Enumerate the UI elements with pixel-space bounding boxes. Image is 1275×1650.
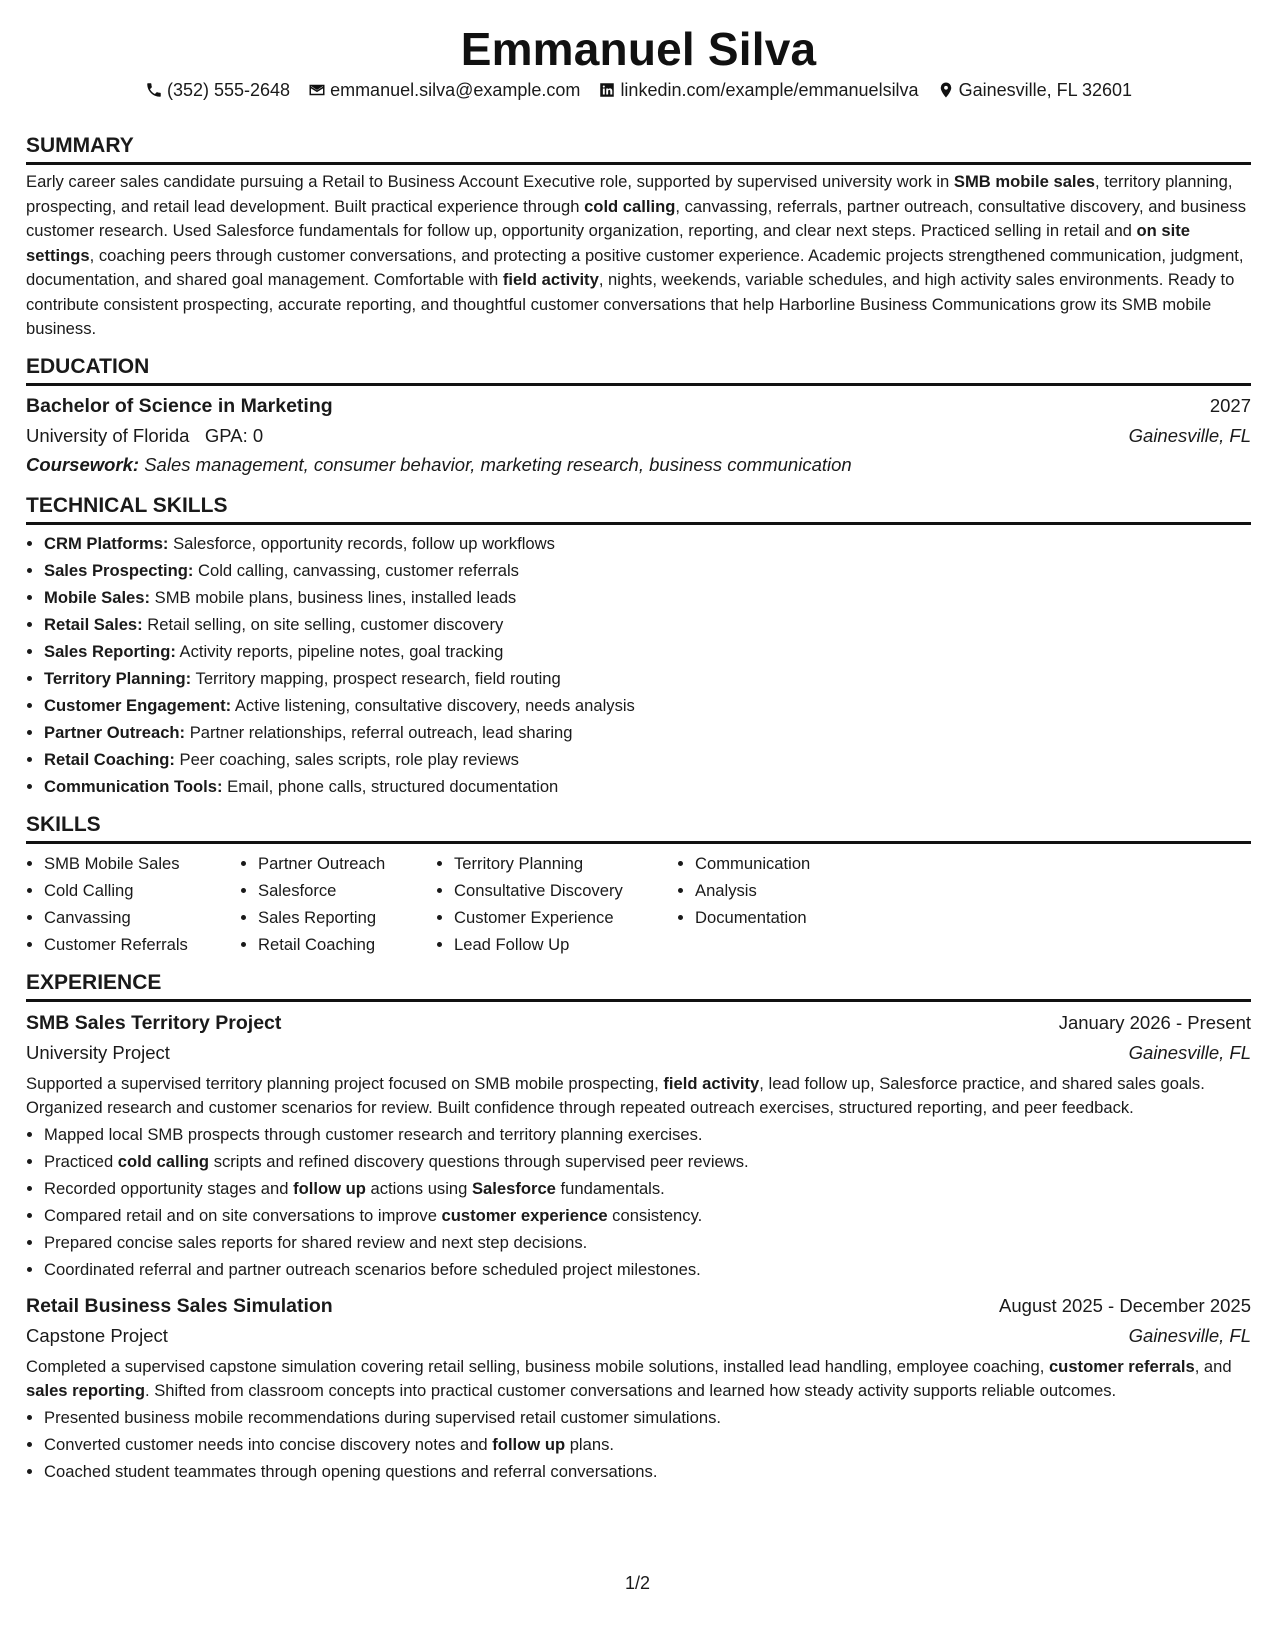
skills-column [436,850,677,958]
email-text: emmanuel.silva@example.com [330,80,581,100]
skill-values: Partner relationships, referral outreach, lead sharing [185,722,573,742]
experience-bullet [44,1148,1251,1175]
skill-values: Activity reports, pipeline notes, goal tracking [175,641,504,661]
bold-text: sales reporting [26,1381,145,1400]
skill-values: Territory mapping, prospect research, field routing [191,668,561,688]
skill-category: Sales Prospecting: [44,560,194,580]
skill-item: • Retail Coaching [258,931,436,958]
skill-item: • Documentation [695,904,855,931]
skills-column [677,850,855,958]
contact-phone[interactable] [145,78,290,102]
skill-item: • Lead Follow Up [454,931,677,958]
skill-values: SMB mobile plans, business lines, installed leads [150,587,517,607]
text-run: Presented business mobile recommendations during supervised retail customer simulations. [44,1407,721,1427]
experience-bullets [26,1404,1251,1485]
contact-email[interactable] [308,78,580,102]
bold-text: cold calling [117,1151,210,1171]
text-run: fundamentals. [555,1178,665,1198]
skill-category: CRM Platforms: [44,533,169,553]
skill-item: • Consultative Discovery [454,877,677,904]
experience-bullet [44,1256,1251,1283]
technical-skills-list [26,530,1251,800]
experience-heading: EXPERIENCE [26,970,1251,1002]
bold-text: customer experience [441,1205,608,1225]
linkedin-text: linkedin.com/example/emmanuelsilva [620,80,919,100]
education-heading: EDUCATION [26,354,1251,386]
experience-bullet [44,1229,1251,1256]
skill-item: • Communication [695,850,855,877]
phone-icon [145,81,163,99]
coursework-text: Sales management, consumer behavior, marketing research, business communication [144,453,852,475]
bold-text: Salesforce [471,1178,556,1198]
skill-item: • Canvassing [44,904,240,931]
text-run: , coaching peers through customer conversations, and protecting a positive customer experience. Academic projects strengthened communication, judgment, documentation, and shared goal management. Comfortable with [26,245,1244,289]
location-text: Gainesville, FL 32601 [958,80,1133,100]
skill-item: • Sales Reporting [258,904,436,931]
text-run: , and [1194,1356,1232,1376]
linkedin-icon [598,81,616,99]
bold-text: customer referrals [1048,1356,1195,1376]
skill-item: • Cold Calling [44,877,240,904]
skill-item: • Customer Referrals [44,931,240,958]
experience-description [26,1355,1251,1404]
text-run: Prepared concise sales reports for shared review and next step decisions. [44,1232,588,1252]
coursework-line [26,450,1251,480]
skill-values: Active listening, consultative discovery, needs analysis [231,695,635,715]
experience-entry [26,1008,1251,1283]
school-line [26,421,263,450]
technical-skill-item [44,665,1251,692]
contact-linkedin[interactable] [598,78,918,102]
experience-location: Gainesville, FL [1128,1324,1251,1346]
experience-bullet [44,1202,1251,1229]
skills-columns [26,850,1251,958]
text-run: Compared retail and on site conversations to improve [44,1205,442,1225]
experience-dates: August 2025 - December 2025 [999,1294,1251,1316]
text-run: Mapped local SMB prospects through customer research and territory planning exercises. [44,1124,703,1144]
text-run: , canvassing, referrals, partner outreach, consultative discovery, and business customer research. Used Salesforce fundamentals for follow up, opportunity organization, reporting, and clear next steps. Practiced selling in retail and [26,196,1246,240]
skill-values: Salesforce, opportunity records, follow up workflows [168,533,555,553]
text-run: scripts and refined discovery questions through supervised peer reviews. [209,1151,749,1171]
skill-values: Peer coaching, sales scripts, role play reviews [174,749,519,769]
skill-item: • Salesforce [258,877,436,904]
text-run: Supported a supervised territory planning project focused on SMB mobile prospecting, [26,1073,664,1093]
skill-category: Territory Planning: [44,668,192,688]
skills-column [26,850,240,958]
gpa: GPA: 0 [204,424,264,446]
candidate-name: Emmanuel Silva [460,23,817,75]
skill-item: • Customer Experience [454,904,677,931]
education-entry [26,391,1251,480]
summary-paragraph [26,170,1251,342]
text-run: , lead follow up, Salesforce practice, and shared sales goals. Organized research and customer scenarios for review. Built confidence through repeated outreach exercises, structured reporting, and peer feedback. [26,1073,1205,1117]
experience-dates: January 2026 - Present [1058,1011,1251,1033]
experience-entry [26,1291,1251,1485]
experience-description [26,1072,1251,1121]
skills-column [240,850,436,958]
experience-bullet [44,1458,1251,1485]
text-run: , nights, weekends, variable schedules, and high activity sales environments. Ready to contribute consistent prospecting, accurate reporting, and thoughtful customer conversations that help Harborline Business Communications grow its SMB mobile business. [26,270,1235,338]
skill-category: Sales Reporting: [44,641,176,661]
text-run: Converted customer needs into concise discovery notes and [44,1434,493,1454]
bold-text: on site settings [26,221,1191,265]
skill-category: Communication Tools: [44,776,223,796]
text-run: consistency. [607,1205,703,1225]
skill-values: Cold calling, canvassing, customer referrals [193,560,519,580]
technical-skill-item [44,773,1251,800]
skill-category: Retail Sales: [44,614,143,634]
experience-org: University Project [26,1041,170,1063]
skill-item: • SMB Mobile Sales [44,850,240,877]
text-run: . Shifted from classroom concepts into practical customer conversations and learned how steady activity supports reliable outcomes. [144,1381,1117,1400]
technical-skill-item [44,557,1251,584]
degree: Bachelor of Science in Marketing [26,394,333,417]
envelope-icon [308,81,326,99]
experience-location: Gainesville, FL [1128,1041,1251,1063]
technical-skill-item [44,611,1251,638]
skill-item: • Analysis [695,877,855,904]
page-number: 1/2 [624,1573,651,1593]
bold-text: field activity [663,1073,760,1093]
bold-text: follow up [492,1434,566,1454]
text-run: plans. [565,1434,614,1454]
bold-text: field activity [502,270,599,289]
experience-org: Capstone Project [26,1324,168,1346]
technical-skill-item [44,638,1251,665]
experience-bullets [26,1121,1251,1283]
phone-text: (352) 555-2648 [166,80,291,100]
experience-bullet [44,1431,1251,1458]
text-run: Recorded opportunity stages and [44,1178,294,1198]
technical-skill-item [44,746,1251,773]
school-name: University of Florida [26,424,190,446]
technical-skill-item [44,719,1251,746]
bold-text: follow up [293,1178,366,1198]
technical-skill-item [44,692,1251,719]
bold-text: SMB mobile sales [953,172,1095,191]
skill-item: • Territory Planning [454,850,677,877]
bold-text: cold calling [584,196,676,216]
technical-skill-item [44,584,1251,611]
skills-heading: SKILLS [26,812,1251,844]
experience-list [26,1008,1251,1485]
text-run: Coordinated referral and partner outreach scenarios before scheduled project milestones. [44,1259,701,1279]
education-location: Gainesville, FL [1128,424,1251,446]
map-pin-icon [937,81,955,99]
skill-values: Email, phone calls, structured documentation [222,776,559,796]
experience-bullet [44,1175,1251,1202]
text-run: , territory planning, prospecting, and retail lead development. Built practical experience through [26,172,1233,216]
skill-category: Customer Engagement: [44,695,232,715]
text-run: actions using [365,1178,472,1198]
graduation-year: 2027 [1209,394,1251,416]
text-run: Early career sales candidate pursuing a Retail to Business Account Executive role, supported by supervised university work in [26,172,954,191]
skill-category: Mobile Sales: [44,587,151,607]
resume-page [26,0,1251,1485]
experience-title: Retail Business Sales Simulation [26,1294,333,1317]
experience-bullet [44,1404,1251,1431]
skill-values: Retail selling, on site selling, customer discovery [142,614,504,634]
technical-skill-item [44,530,1251,557]
text-run: Completed a supervised capstone simulation covering retail selling, business mobile solutions, installed lead handling, employee coaching, [26,1356,1049,1376]
experience-title: SMB Sales Territory Project [26,1011,282,1034]
experience-bullet [44,1121,1251,1148]
text-run: Coached student teammates through opening questions and referral conversations. [44,1461,658,1481]
skill-category: Partner Outreach: [44,722,186,742]
summary-heading: SUMMARY [26,133,1251,165]
text-run: Practiced [44,1151,118,1171]
technical-skills-heading: TECHNICAL SKILLS [26,493,1251,525]
contact-location [937,78,1132,102]
contact-bar [26,78,1251,102]
skill-category: Retail Coaching: [44,749,175,769]
skill-item: • Partner Outreach [258,850,436,877]
coursework-label: Coursework: [26,453,140,475]
